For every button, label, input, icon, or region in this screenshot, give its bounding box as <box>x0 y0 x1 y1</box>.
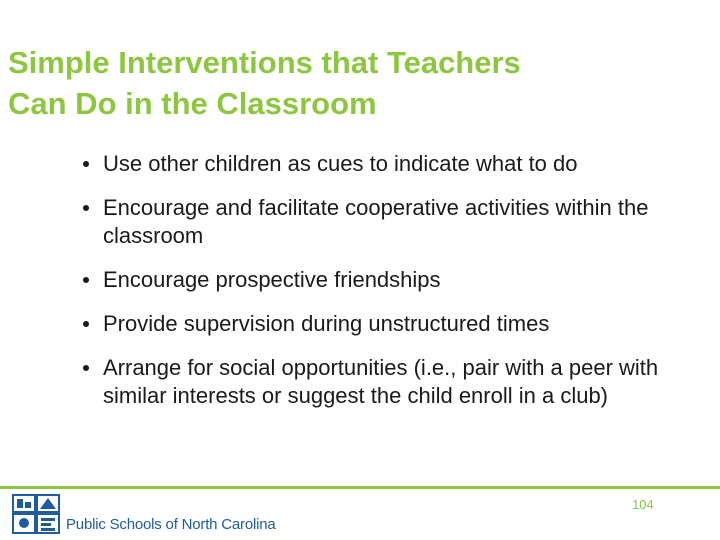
bullet-text: Encourage and facilitate cooperative activities within the classroom <box>103 195 649 248</box>
org-name: Public Schools of North Carolina <box>66 516 276 533</box>
slide-title-line-2: Can Do in the Classroom <box>8 86 377 121</box>
bullet-text: Use other children as cues to indicate what to do <box>103 151 578 176</box>
nc-public-schools-logo-icon <box>10 492 62 536</box>
bullet-item <box>83 194 683 250</box>
bullet-dot-icon <box>83 277 89 283</box>
bullet-item <box>83 354 683 410</box>
footer-divider <box>0 486 720 489</box>
bullet-dot-icon <box>83 365 89 371</box>
bullet-dot-icon <box>83 161 89 167</box>
bullet-text: Provide supervision during unstructured times <box>103 311 550 336</box>
bullet-item <box>83 310 683 338</box>
page-number: 104 <box>632 497 654 512</box>
bullet-item <box>83 150 683 178</box>
bullet-dot-icon <box>83 205 89 211</box>
bullet-text: Encourage prospective friendships <box>103 267 441 292</box>
bullet-dot-icon <box>83 321 89 327</box>
bullet-text: Arrange for social opportunities (i.e., pair with a peer with similar interests or suggest the child enroll in a club) <box>103 355 659 408</box>
bullet-item <box>83 266 683 294</box>
bullet-list <box>83 150 683 426</box>
slide-title <box>8 42 708 124</box>
slide-title-line-1: Simple Interventions that Teachers <box>8 45 521 80</box>
